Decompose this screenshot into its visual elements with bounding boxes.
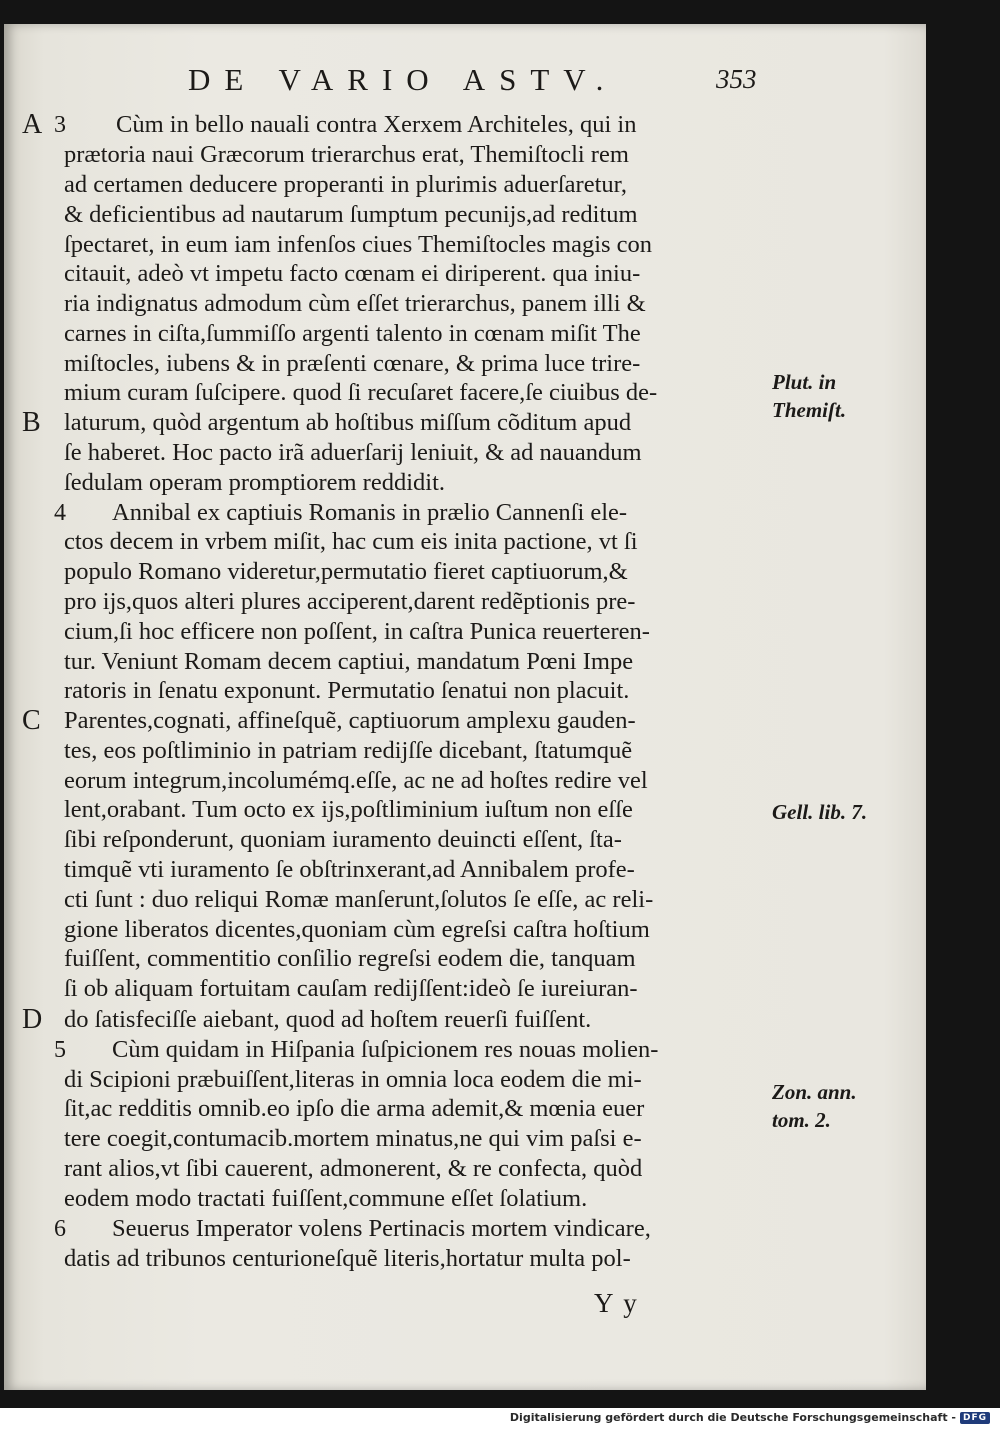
section-letter-c: C bbox=[22, 705, 41, 736]
text-line: fuiſſent, commentitio conſilio regreſsi eodem die, tanquam bbox=[64, 945, 636, 972]
text-line: ratoris in ſenatu exponunt. Permutatio ſenatui non placuit. bbox=[64, 677, 630, 704]
running-title: DE VARIO ASTV. bbox=[188, 62, 618, 97]
text-line: rant alios,vt ſibi cauerent, admonerent, & re confecta, quòd bbox=[64, 1155, 643, 1182]
signature-mark: Y y bbox=[594, 1288, 639, 1318]
text-line: datis ad tribunos centurioneſquẽ literis,hortatur multa pol- bbox=[64, 1245, 631, 1272]
text-line: gione liberatos dicentes,quoniam cùm egreſsi caſtra hoſtium bbox=[64, 916, 650, 943]
paragraph-number: 6 bbox=[54, 1216, 66, 1242]
page-number: 353 bbox=[716, 64, 757, 94]
book-page bbox=[4, 24, 926, 1390]
text-line: ſibi reſponderunt, quoniam iuramento deuincti eſſent, ſta- bbox=[64, 826, 622, 853]
text-line: citauit, adeò vt impetu facto cœnam ei diriperent. qua iniu- bbox=[64, 260, 641, 287]
paragraph-number: 3 bbox=[54, 112, 66, 138]
marginal-note: Gell. lib. 7. bbox=[772, 800, 868, 824]
text-line: cium,ſi hoc efficere non poſſent, in caſtra Punica reuerteren- bbox=[64, 618, 650, 645]
marginal-note: Zon. ann. bbox=[772, 1080, 857, 1104]
paragraph-number: 4 bbox=[54, 500, 66, 526]
text-line: & deficientibus ad nautarum ſumptum pecunijs,ad reditum bbox=[64, 201, 638, 228]
text-line: timquẽ vti iuramento ſe obſtrinxerant,ad Annibalem profe- bbox=[64, 856, 635, 883]
dfg-logo-icon: DFG bbox=[960, 1412, 990, 1424]
text-line: tes, eos poſtliminio in patriam redijſſe dicebant, ſtatumquẽ bbox=[64, 737, 633, 764]
text-line: eorum integrum,incolumémq.eſſe, ac ne ad hoſtes redire vel bbox=[64, 767, 648, 794]
text-line: do ſatisfeciſſe aiebant, quod ad hoſtem reuerſi fuiſſent. bbox=[64, 1006, 592, 1033]
marginal-note: Plut. in bbox=[772, 370, 837, 394]
text-line: laturum, quòd argentum ab hoſtibus miſſum cõditum apud bbox=[64, 409, 632, 436]
text-line: Parentes,cognati, affineſquẽ, captiuorum amplexu gauden- bbox=[64, 707, 636, 734]
section-letter-a: A bbox=[22, 109, 43, 140]
text-line: prætoria naui Græcorum trierarchus erat, Themiſtocli rem bbox=[64, 141, 629, 168]
text-line: pro ijs,quos alteri plures acciperent,darent redẽptionis pre- bbox=[64, 588, 636, 615]
digitization-credit bbox=[510, 1411, 990, 1424]
text-line: carnes in ciſta,ſummiſſo argenti talento in cœnam miſit The bbox=[64, 320, 641, 347]
text-line: Cùm in bello nauali contra Xerxem Architeles, qui in bbox=[116, 111, 637, 138]
text-line: lent,orabant. Tum octo ex ijs,poſtliminium iuſtum non eſſe bbox=[64, 796, 633, 823]
text-line: mium curam ſuſcipere. quod ſi recuſaret facere,ſe ciuibus de- bbox=[64, 379, 658, 406]
text-line: ſit,ac redditis omnib.eo ipſo die arma ademit,& mœnia euer bbox=[64, 1095, 645, 1122]
text-line: ad certamen deducere properanti in plurimis aduerſaretur, bbox=[64, 171, 627, 198]
text-line: ſpectaret, in eum iam infenſos ciues Themiſtocles magis con bbox=[64, 231, 653, 258]
section-letter-b: B bbox=[22, 407, 41, 438]
text-line: ſe haberet. Hoc pacto irã aduerſarij leniuit, & ad nauandum bbox=[64, 439, 642, 466]
text-line: miſtocles, iubens & in præſenti cœnare, & prima luce trire- bbox=[64, 350, 641, 377]
marginal-note: Themiſt. bbox=[772, 398, 847, 422]
footer-text: Digitalisierung gefördert durch die Deutsche Forschungsgemeinschaft - bbox=[509, 1411, 956, 1424]
text-line: cti ſunt : duo reliqui Romæ manſerunt,ſolutos ſe eſſe, ac reli- bbox=[64, 886, 654, 913]
marginal-note: tom. 2. bbox=[772, 1108, 831, 1132]
text-line: tere coegit,contumacib.mortem minatus,ne qui vim paſsi e- bbox=[64, 1125, 642, 1152]
text-line: tur. Veniunt Romam decem captiui, mandatum Pœni Impe bbox=[64, 648, 634, 675]
text-line: ctos decem in vrbem miſit, hac cum eis inita pactione, vt ſi bbox=[64, 528, 638, 555]
text-line: ſi ob aliquam fortuitam cauſam redijſſent:ideò ſe iureiuran- bbox=[64, 975, 638, 1002]
text-line: populo Romano videretur,permutatio fieret captiuorum,& bbox=[64, 558, 628, 585]
paragraph-number: 5 bbox=[54, 1037, 66, 1063]
text-line: Annibal ex captiuis Romanis in prælio Cannenſi ele- bbox=[112, 499, 628, 526]
text-line: Seuerus Imperator volens Pertinacis mortem vindicare, bbox=[112, 1215, 651, 1242]
text-line: ſedulam operam promptiorem reddidit. bbox=[64, 469, 446, 496]
text-line: Cùm quidam in Hiſpania ſuſpicionem res nouas molien- bbox=[112, 1036, 659, 1063]
section-letter-d: D bbox=[22, 1004, 43, 1035]
text-line: di Scipioni præbuiſſent,literas in omnia loca eodem die mi- bbox=[64, 1066, 642, 1093]
text-line: eodem modo tractati fuiſſent,commune eſſet ſolatium. bbox=[64, 1185, 588, 1212]
text-line: ria indignatus admodum cùm eſſet trierarchus, panem illi & bbox=[64, 290, 646, 317]
